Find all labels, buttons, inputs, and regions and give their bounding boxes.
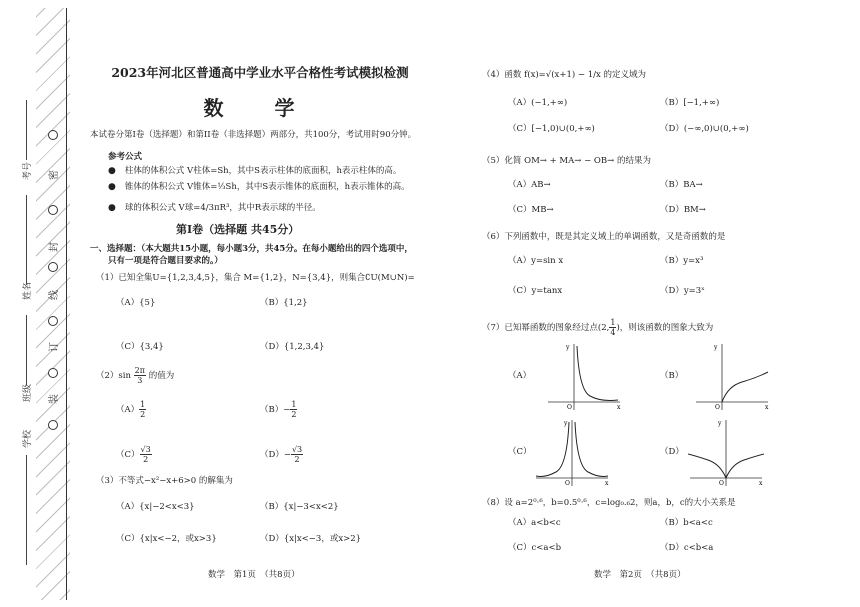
q5-option-c: （C）MB→ <box>508 205 554 215</box>
denominator: 2 <box>294 455 300 464</box>
page-footer-right: 数学 第2页 （共8页） <box>594 570 686 580</box>
axis-label-y: y <box>564 420 568 427</box>
denominator: 2 <box>143 455 149 464</box>
denominator: 4 <box>610 328 616 337</box>
fraction <box>291 445 303 464</box>
origin-label: O <box>719 480 724 487</box>
seal-word: 密 <box>49 170 60 180</box>
seal-word: 订 <box>49 342 60 352</box>
q2-option-b <box>260 400 297 419</box>
question-5-stem: （5）化简 OM→ + MA→ − OB→ 的结果为 <box>482 156 651 166</box>
denominator: 2 <box>140 410 146 419</box>
reference-heading: 参考公式 <box>108 152 143 162</box>
numerator: 1 <box>610 318 616 327</box>
seal-circle-icon <box>48 316 58 326</box>
q8-option-a: （A）a<b<c <box>508 518 561 528</box>
question-7-stem <box>482 318 713 337</box>
exam-intro: 本试卷分第I卷（选择题）和第II卷（非选择题）两部分，共100分，考试用时90分钟。 <box>90 130 417 140</box>
curve <box>726 454 764 478</box>
fill-line <box>26 195 27 285</box>
question-8-stem: （8）设 a=2⁰·⁶，b=0.5⁰·⁶，c=log₀.₆2，则a，b，c的大小关系是 <box>482 498 736 508</box>
label-name: 姓名 <box>23 281 33 300</box>
q3-option-c: （C）{x|x<−2，或x>3} <box>116 534 217 544</box>
axis-label-y: y <box>566 344 570 351</box>
curve <box>722 372 768 402</box>
origin-label: O <box>567 404 572 411</box>
q4-option-c: （C）[−1,0)∪(0,+∞) <box>508 124 595 134</box>
option-letter: （B）− <box>260 405 291 415</box>
binding-hatch <box>36 8 70 600</box>
q6-option-b: （B）y=x³ <box>660 256 704 266</box>
q3-option-d: （D）{x|x<−3，或x>2} <box>260 534 362 544</box>
q5-option-b: （B）BA→ <box>660 180 703 190</box>
q1-option-c: （C）{3,4} <box>116 342 164 352</box>
reference-item <box>108 203 321 214</box>
numerator: 1 <box>291 400 297 409</box>
part-heading: 第I卷（选择题 共45分） <box>176 223 300 236</box>
q8-option-c: （C）c<a<b <box>508 543 562 553</box>
q6-option-c: （C）y=tanx <box>508 286 563 296</box>
fraction <box>134 366 146 385</box>
subject-title: 数 学 <box>203 96 317 120</box>
q8-option-d: （D）c<b<a <box>660 543 714 553</box>
question-1-stem: （1）已知全集U={1,2,3,4,5}，集合 M={1,2}，N={3,4}，则集合∁U(M∪N)= <box>96 273 415 283</box>
q1-option-a: （A）{5} <box>116 298 156 308</box>
q1-option-b: （B）{1,2} <box>260 298 308 308</box>
reference-text: 锥体的体积公式 V锥体=⅓Sh，其中S表示锥体的底面积，h表示锥体的高。 <box>124 182 410 192</box>
fill-line <box>26 315 27 385</box>
option-letter: （A） <box>116 405 140 415</box>
q7-stem-text: )，则该函数的图象大致为 <box>616 323 714 333</box>
bullet-icon: ● <box>108 166 125 176</box>
reference-item <box>108 166 401 177</box>
label-school: 学校 <box>23 429 33 448</box>
q4-option-b: （B）[−1,+∞) <box>660 98 720 108</box>
label-class: 班级 <box>23 383 33 402</box>
q4-option-a: （A）(−1,+∞) <box>508 98 568 108</box>
q7-graph-c <box>534 418 610 488</box>
label-exam-number: 考号 <box>23 161 33 180</box>
curve <box>536 422 569 477</box>
q2-option-d <box>260 445 303 464</box>
seal-circle-icon <box>48 420 58 430</box>
question-2-stem <box>96 366 174 385</box>
q5-option-a: （A）AB→ <box>508 180 551 190</box>
q6-option-d: （D）y=3ˣ <box>660 286 705 296</box>
q2-option-c <box>116 445 152 464</box>
denominator: 3 <box>137 376 143 385</box>
axis-label-x: x <box>605 480 609 487</box>
q7-option-b: （B） <box>660 371 684 381</box>
q7-graph-a <box>546 342 622 412</box>
q7-graph-d <box>688 418 764 488</box>
q4-option-d: （D）(−∞,0)∪(0,+∞) <box>660 124 749 134</box>
exam-title: 2023年河北区普通高中学业水平合格性考试模拟检测 <box>111 65 409 80</box>
q7-option-d: （D） <box>660 447 684 457</box>
fill-line <box>26 455 27 565</box>
question-4-stem: （4）函数 f(x)=√(x+1) − 1/x 的定义域为 <box>482 70 646 80</box>
page-footer-left: 数学 第1页 （共8页） <box>208 570 300 580</box>
q3-option-b: （B）{x|−3<x<2} <box>260 502 339 512</box>
axis-label-y: y <box>718 420 722 427</box>
section-instruction: 只有一项是符合题目要求的。） <box>108 256 223 266</box>
q8-option-b: （B）b<a<c <box>660 518 713 528</box>
seal-circle-icon <box>48 368 58 378</box>
curve <box>688 454 726 478</box>
axis-label-y: y <box>714 344 718 351</box>
numerator: √3 <box>291 445 303 454</box>
fraction <box>139 400 146 419</box>
q7-option-a: （A） <box>508 371 532 381</box>
seal-circle-icon <box>48 262 58 272</box>
question-3-stem: （3）不等式−x²−x+6>0 的解集为 <box>96 476 233 486</box>
q1-option-d: （D）{1,2,3,4} <box>260 342 325 352</box>
binding-strip <box>0 0 80 607</box>
option-letter: （C） <box>116 450 140 460</box>
q3-option-a: （A）{x|−2<x<3} <box>116 502 195 512</box>
q6-option-a: （A）y=sin x <box>508 256 564 266</box>
q2-stem-text: 的值为 <box>148 371 175 381</box>
fraction <box>290 400 297 419</box>
axis-label-x: x <box>617 404 621 411</box>
seal-word: 装 <box>49 394 60 404</box>
seal-word: 封 <box>49 242 60 252</box>
seal-circle-icon <box>48 205 58 215</box>
q2-stem-text: （2）sin <box>96 371 131 381</box>
denominator: 2 <box>291 410 297 419</box>
q7-option-c: （C） <box>508 447 532 457</box>
fill-line <box>26 100 27 160</box>
seal-word: 线 <box>49 290 60 300</box>
origin-label: O <box>715 404 720 411</box>
seal-line <box>66 8 67 600</box>
q7-graph-b <box>694 342 770 412</box>
seal-circle-icon <box>48 130 58 140</box>
numerator: 2π <box>134 366 146 375</box>
origin-label: O <box>565 480 570 487</box>
reference-text: 柱体的体积公式 V柱体=Sh，其中S表示柱体的底面积，h表示柱体的高。 <box>124 166 402 176</box>
fraction <box>140 445 152 464</box>
axis-label-x: x <box>759 480 763 487</box>
q7-stem-text: （7）已知幂函数的图象经过点(2, <box>482 323 610 333</box>
curve <box>577 346 618 401</box>
question-6-stem: （6）下列函数中，既是其定义域上的单调函数，又是奇函数的是 <box>482 232 726 242</box>
bullet-icon: ● <box>108 203 125 213</box>
numerator: 1 <box>140 400 146 409</box>
bullet-icon: ● <box>108 182 125 192</box>
numerator: √3 <box>140 445 151 454</box>
section-instruction: 一、选择题：（本大题共15小题，每小题3分，共45分。在每小题给出的四个选项中， <box>90 244 413 254</box>
q2-option-a <box>116 400 146 419</box>
reference-item <box>108 182 410 193</box>
option-letter: （D）− <box>260 450 291 460</box>
curve <box>575 422 608 477</box>
axis-label-x: x <box>765 404 769 411</box>
q5-option-d: （D）BM→ <box>660 205 706 215</box>
reference-text: 球的体积公式 V球=4/3πR³，其中R表示球的半径。 <box>124 203 321 213</box>
